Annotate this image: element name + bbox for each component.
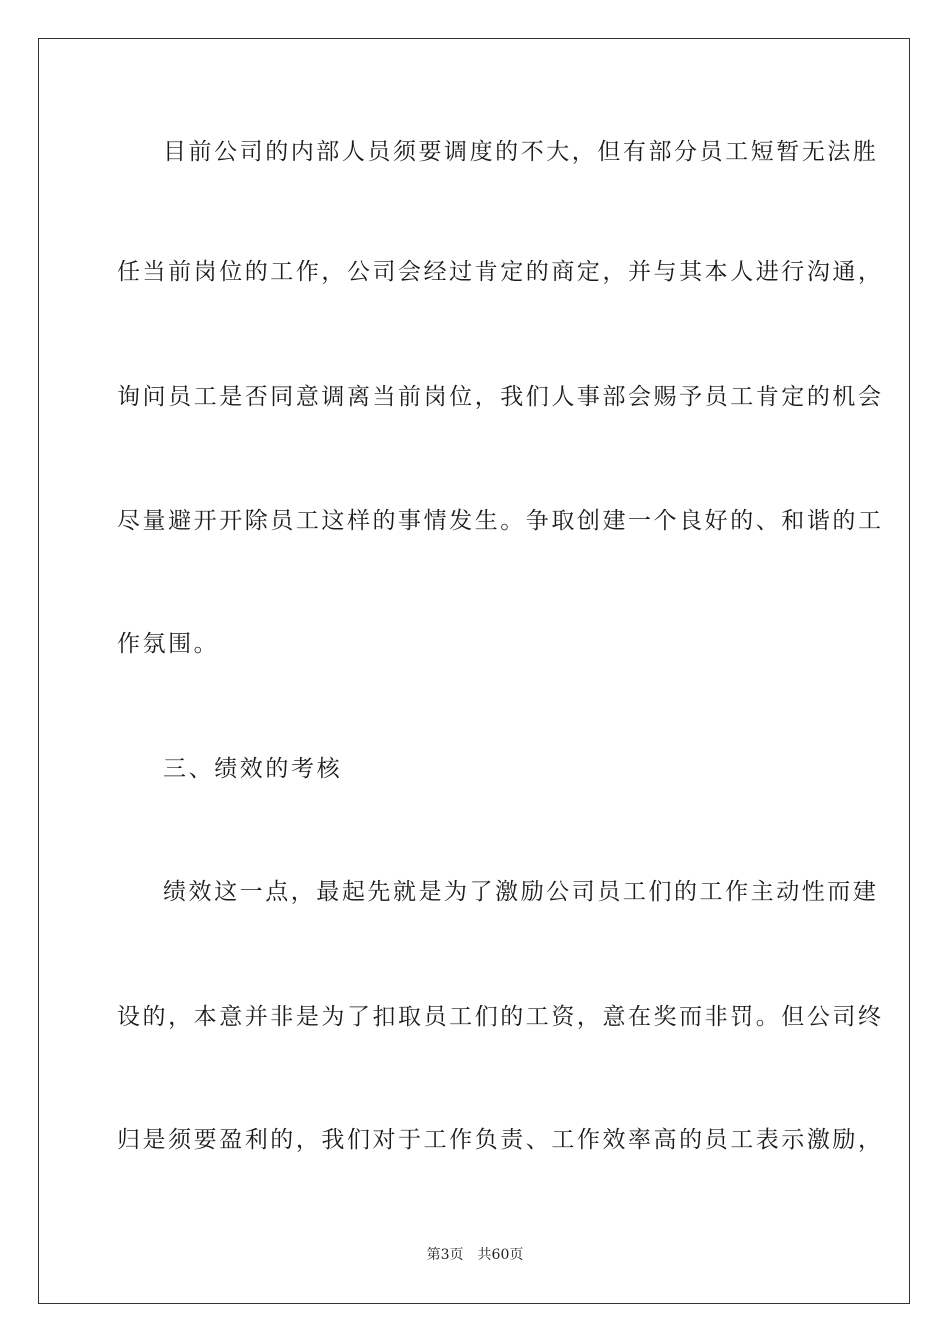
paragraph-1-line-3: 询问员工是否同意调离当前岗位，我们人事部会赐予员工肯定的机会 [117,384,884,410]
page-border [38,38,910,1304]
paragraph-1-line-4: 尽量避开开除员工这样的事情发生。争取创建一个良好的、和谐的工 [117,508,884,534]
page-footer [0,1246,950,1264]
paragraph-2-line-3: 归是须要盈利的，我们对于工作负责、工作效率高的员工表示激励， [117,1127,884,1153]
section-heading: 三、绩效的考核 [163,756,343,782]
page-number-total: 共60页 [477,1247,524,1263]
paragraph-2-line-2: 设的，本意并非是为了扣取员工们的工资，意在奖而非罚。但公司终 [117,1004,884,1030]
paragraph-1-line-1: 目前公司的内部人员须要调度的不大，但有部分员工短暂无法胜 [163,139,879,165]
paragraph-1-line-5: 作氛围。 [117,631,220,657]
page-number-current: 第3页 [426,1247,464,1263]
paragraph-1-line-2: 任当前岗位的工作，公司会经过肯定的商定，并与其本人进行沟通， [117,259,884,285]
paragraph-2-line-1: 绩效这一点，最起先就是为了激励公司员工们的工作主动性而建 [163,879,879,905]
